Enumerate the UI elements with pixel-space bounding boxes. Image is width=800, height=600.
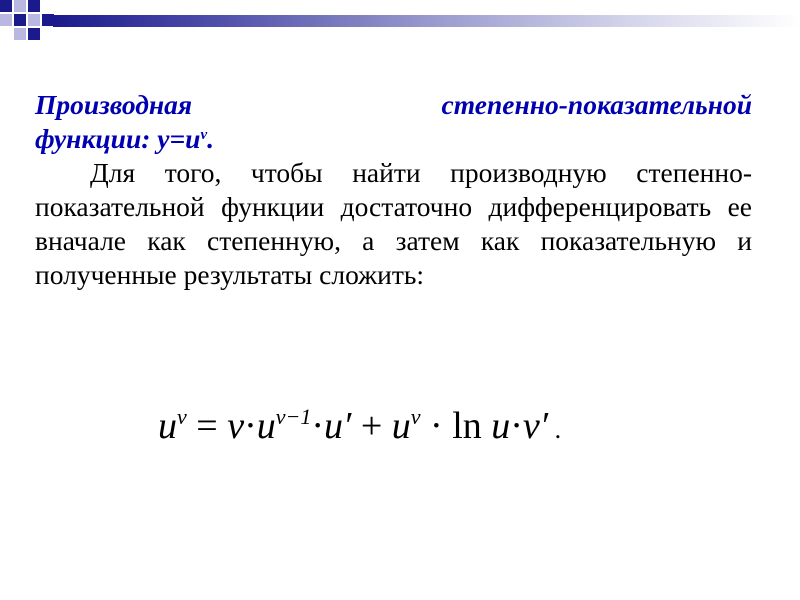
deco-square bbox=[14, 14, 26, 26]
slide-content bbox=[35, 88, 752, 292]
slide-decoration bbox=[0, 0, 800, 48]
formula-dot: · bbox=[510, 405, 523, 447]
formula-term-u-prime: u′ bbox=[324, 405, 352, 447]
formula-ln: ln bbox=[452, 405, 482, 447]
formula-dot: · bbox=[420, 405, 453, 447]
formula-term-v: v bbox=[227, 405, 245, 447]
formula-exponent-v-minus-1: v−1 bbox=[275, 404, 312, 429]
title-formula-suffix: . bbox=[207, 123, 215, 154]
deco-square bbox=[28, 28, 40, 40]
formula-term-u2: u bbox=[391, 405, 411, 447]
deco-square bbox=[28, 14, 40, 26]
deco-square bbox=[14, 28, 26, 40]
formula-period: . bbox=[548, 415, 562, 444]
deco-square bbox=[14, 0, 26, 12]
formula-plus: + bbox=[351, 405, 392, 447]
deco-square bbox=[28, 0, 40, 12]
title-formula-exponent: v bbox=[200, 127, 208, 143]
title-formula-prefix: функции: y=u bbox=[35, 123, 201, 154]
formula-term-v-prime: v′ bbox=[522, 405, 549, 447]
formula-lhs-exponent: v bbox=[177, 404, 187, 429]
formula-equals: = bbox=[186, 405, 228, 447]
formula-dot: · bbox=[311, 405, 325, 447]
deco-square bbox=[0, 14, 12, 26]
deco-square bbox=[0, 0, 12, 12]
formula-term-u: u bbox=[256, 405, 276, 447]
formula-term-u3: u bbox=[481, 405, 511, 447]
derivative-formula bbox=[158, 404, 561, 448]
slide-title-line2 bbox=[35, 122, 752, 156]
slide-body-text: Для того, чтобы найти производную степенно-показательной функции достаточно дифференцировать ее вначале как степенную, а затем как показательную и полученные результаты сложить: bbox=[35, 157, 752, 290]
deco-gradient-bar bbox=[53, 15, 800, 27]
slide-title-line1: Производная степенно-показательной bbox=[35, 89, 752, 120]
formula-lhs-base: u bbox=[158, 405, 177, 447]
formula-exponent-v: v bbox=[410, 404, 421, 429]
formula-dot: · bbox=[244, 405, 257, 447]
